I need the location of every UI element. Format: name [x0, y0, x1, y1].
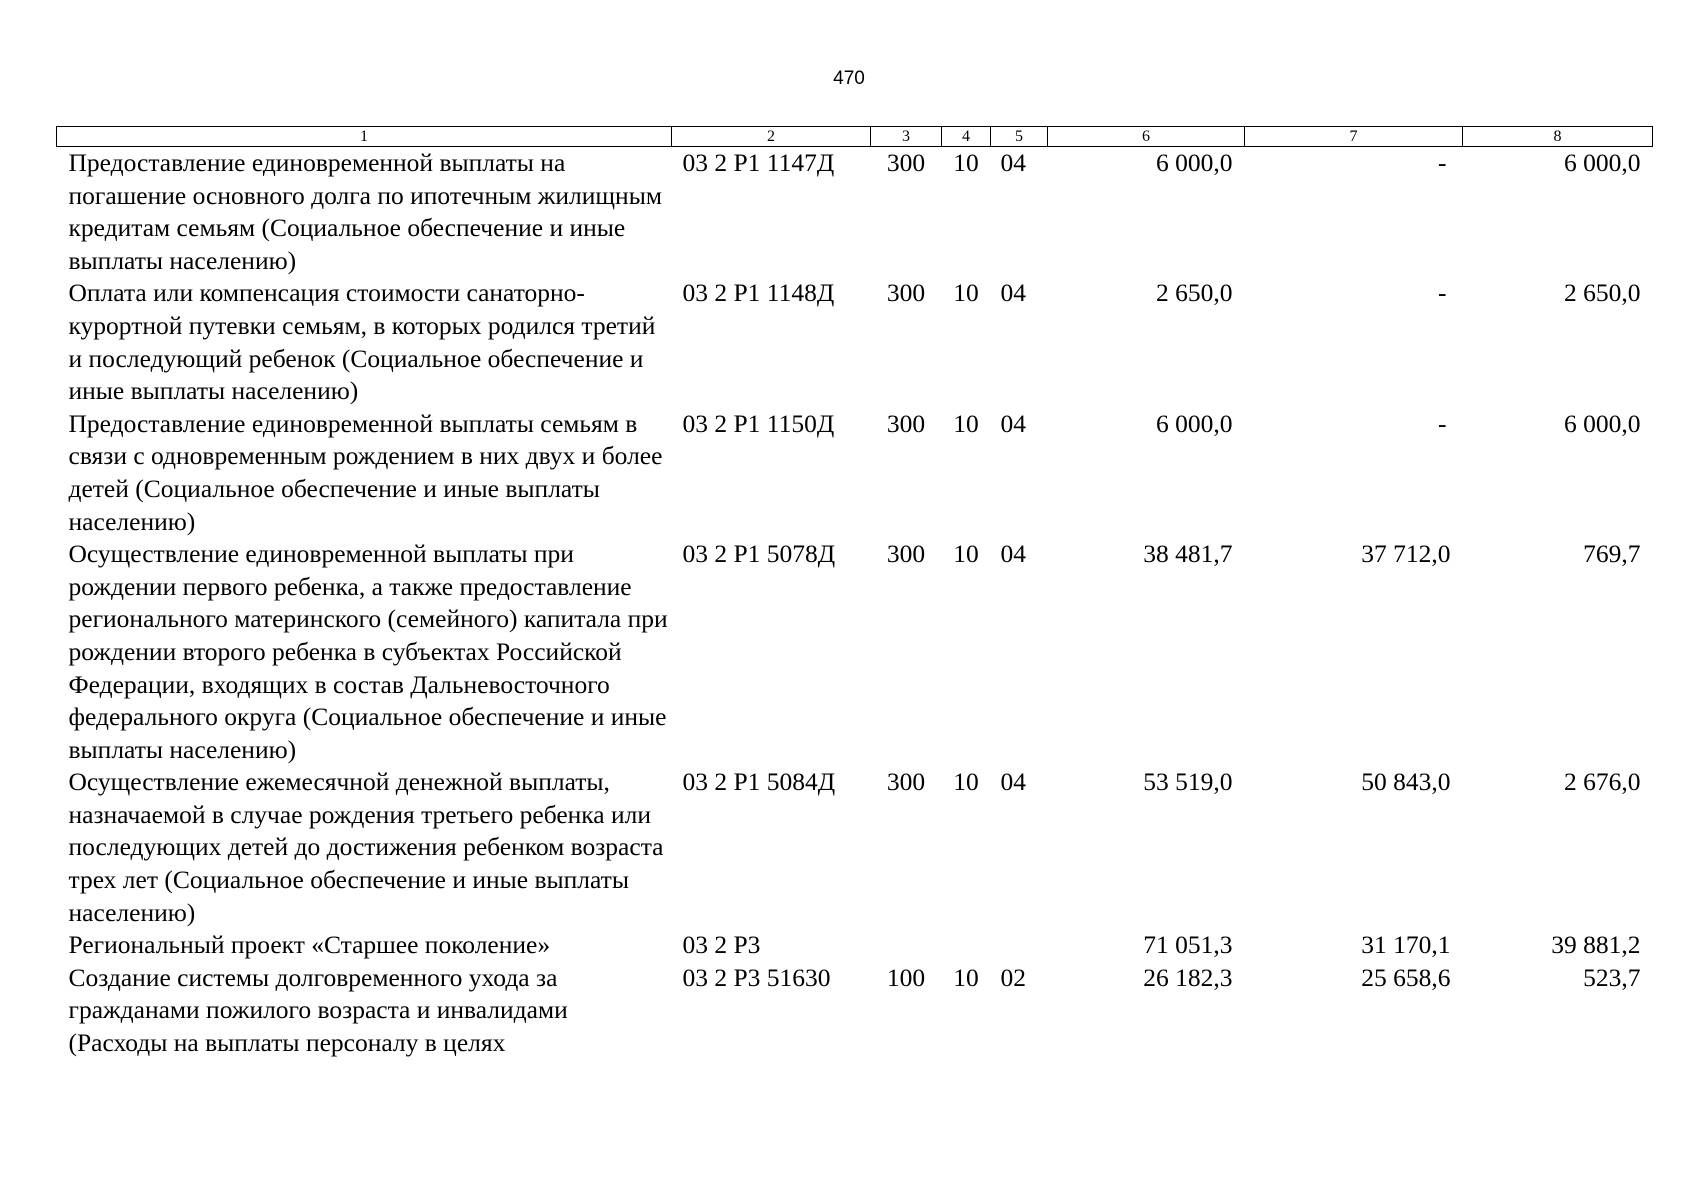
row-amount-total: 38 481,7	[1143, 539, 1233, 569]
column-header-5: 5	[991, 127, 1048, 147]
row-expense-type: 100	[886, 962, 926, 992]
row-expense-type: 300	[886, 278, 926, 308]
row-name: Создание системы долговременного ухода за гражданами пожилого возраста и инвалидами (Расходы на выплаты персоналу в целях	[68, 962, 568, 1058]
row-subsection: 02	[1000, 962, 1026, 992]
row-section: 10	[953, 539, 979, 569]
row-expense-type: 300	[886, 408, 926, 438]
row-amount-regional: 769,7	[1583, 539, 1641, 569]
row-amount-regional: 39 881,2	[1551, 930, 1641, 960]
row-name: Оплата или компенсация стоимости санаторно-курортной путевки семьям, в которых родился третий и последующий ребенок (Социальное обеспечение и иные выплаты населению)	[68, 278, 656, 406]
row-name: Региональный проект «Старшее поколение»	[68, 930, 551, 960]
column-header-6: 6	[1048, 127, 1245, 147]
row-name: Осуществление ежемесячной денежной выплаты, назначаемой в случае рождения третьего ребенка или последующих детей до достижения ребенком возраста трех лет (Социальное обеспечение и иные выплаты населению)	[68, 767, 664, 927]
row-section: 10	[953, 767, 979, 797]
row-name: Предоставление единовременной выплаты семьям в связи с одновременным рождением в них двух и более детей (Социальное обеспечение и иные выплаты населению)	[68, 408, 663, 536]
row-code: 03 2 Р1 1150Д	[682, 408, 835, 438]
row-section: 10	[953, 408, 979, 438]
row-amount-federal: 37 712,0	[1361, 539, 1451, 569]
column-header-2: 2	[672, 127, 871, 147]
row-subsection: 04	[1000, 408, 1026, 438]
row-amount-total: 26 182,3	[1143, 962, 1233, 992]
row-section: 10	[953, 962, 979, 992]
row-amount-federal: -	[1438, 148, 1447, 177]
row-section: 10	[953, 278, 979, 308]
row-subsection: 04	[1000, 278, 1026, 308]
page-number: 470	[833, 68, 865, 89]
row-amount-federal: -	[1438, 278, 1447, 308]
table-row	[57, 277, 1653, 407]
row-code: 03 2 Р1 5078Д	[682, 539, 836, 569]
column-header-4: 4	[942, 127, 991, 147]
row-amount-regional: 6 000,0	[1564, 408, 1641, 438]
row-amount-regional: 2 650,0	[1564, 278, 1641, 308]
row-amount-total: 6 000,0	[1156, 148, 1233, 177]
budget-table	[56, 126, 1653, 1060]
row-amount-regional: 523,7	[1583, 962, 1641, 992]
row-subsection: 04	[1000, 148, 1026, 177]
row-section	[942, 929, 991, 962]
row-code: 03 2 Р1 1148Д	[682, 278, 835, 308]
row-amount-total: 71 051,3	[1143, 930, 1233, 960]
column-header-3: 3	[871, 127, 942, 147]
row-amount-total: 6 000,0	[1156, 408, 1233, 438]
row-code: 03 2 Р3	[682, 930, 761, 960]
row-code: 03 2 Р1 1147Д	[682, 148, 835, 177]
table-row	[57, 538, 1653, 766]
column-header-7: 7	[1245, 127, 1463, 147]
column-number-header	[57, 127, 1653, 147]
table-row	[57, 147, 1653, 278]
row-amount-total: 53 519,0	[1143, 767, 1233, 797]
row-amount-total: 2 650,0	[1156, 278, 1233, 308]
row-code: 03 2 Р1 5084Д	[682, 767, 836, 797]
column-header-8: 8	[1463, 127, 1653, 147]
table-row	[57, 929, 1653, 962]
row-code: 03 2 Р3 51630	[682, 962, 831, 992]
row-section: 10	[953, 148, 979, 177]
row-expense-type	[871, 929, 942, 962]
row-amount-regional: 2 676,0	[1564, 767, 1641, 797]
row-expense-type: 300	[886, 148, 926, 177]
row-amount-federal: 25 658,6	[1361, 962, 1451, 992]
row-amount-federal: -	[1438, 408, 1447, 438]
row-amount-federal: 50 843,0	[1361, 767, 1451, 797]
row-amount-federal: 31 170,1	[1361, 930, 1451, 960]
table-row	[57, 766, 1653, 929]
table-row	[57, 408, 1653, 538]
table-row	[57, 962, 1653, 1060]
row-expense-type: 300	[886, 539, 926, 569]
row-amount-regional: 6 000,0	[1564, 148, 1641, 177]
row-subsection: 04	[1000, 767, 1026, 797]
row-subsection: 04	[1000, 539, 1026, 569]
row-name: Предоставление единовременной выплаты на погашение основного долга по ипотечным жилищным кредитам семьям (Социальное обеспечение и иные выплаты населению)	[68, 148, 662, 275]
row-subsection	[991, 929, 1048, 962]
column-header-1: 1	[57, 127, 672, 147]
row-name: Осуществление единовременной выплаты при рождении первого ребенка, а также предоставление регионального материнского (семейного) капитала при рождении второго ребенка в субъектах Российской Федерации, входящих в состав Дальневосточного федерального округа (Социальное обеспечение и иные выплаты населению)	[68, 539, 668, 764]
row-expense-type: 300	[886, 767, 926, 797]
